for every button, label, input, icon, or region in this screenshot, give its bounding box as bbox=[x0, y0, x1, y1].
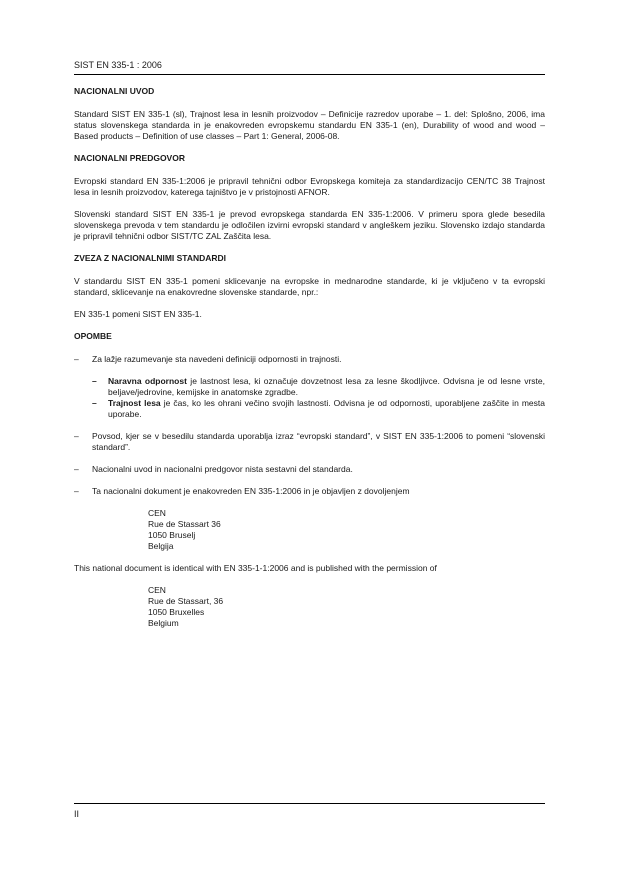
note-item-4 bbox=[74, 486, 545, 497]
address-block-sl bbox=[148, 508, 545, 552]
note-item-1-text: Za lažje razumevanje sta navedeni definiciji odpornosti in trajnosti. bbox=[92, 354, 342, 364]
definition-text: je čas, ko les ohrani večino svojih lastnosti. Odvisna je od odpornosti, uporabljene zaščite in mesta uporabe. bbox=[108, 398, 546, 419]
definition-naravna-odpornost bbox=[74, 376, 545, 398]
definition-term: Trajnost lesa bbox=[108, 398, 161, 408]
note-item-3-text: Nacionalni uvod in nacionalni predgovor nista sestavni del standarda. bbox=[92, 464, 353, 474]
definition-text: je lastnost lesa, ki označuje dovzetnost lesa za lesne škodljivce. Odvisna je od lesne vrste, beljave/jedrovine, kemijske in anatomske zgradbe. bbox=[108, 376, 545, 397]
zveza-paragraph-1: V standardu SIST EN 335-1 pomeni sklicevanje na evropske in mednarodne standarde, ki je vključeno v ta evropski standard, sklicevanje na enakovredne slovenske standarde, npr.: bbox=[74, 276, 545, 297]
address-line: Rue de Stassart 36 bbox=[148, 519, 221, 529]
zveza-paragraph-2: EN 335-1 pomeni SIST EN 335-1. bbox=[74, 309, 202, 319]
dash-bullet: – bbox=[74, 464, 79, 474]
header-rule bbox=[74, 74, 545, 75]
footer-rule bbox=[74, 803, 545, 804]
address-line: Belgija bbox=[148, 541, 174, 551]
note-item-1 bbox=[74, 354, 545, 365]
definitions-list bbox=[74, 376, 545, 420]
uvod-paragraph: Standard SIST EN 335-1 (sl), Trajnost lesa in lesnih proizvodov – Definicije razredov uporabe – 1. del: Splošno, 2006, ima status slovenskega standarda in je enakovreden evropskemu standardu EN 335-1 (en), Durability of wood and wood – Based products – Definition of use classes – Part 1: General, 2006-08. bbox=[74, 109, 545, 141]
page-content bbox=[74, 86, 545, 640]
note-item-2-text: Povsod, kjer se v besedilu standarda uporablja izraz “evropski standard”, v SIST EN 335-1:2006 to pomeni “slovenski standard”. bbox=[92, 431, 545, 452]
address-block-en bbox=[148, 585, 545, 629]
dash-bullet: – bbox=[74, 431, 79, 441]
page-number: II bbox=[74, 809, 80, 819]
heading-opombe: OPOMBE bbox=[74, 331, 112, 341]
dash-bullet: – bbox=[74, 354, 79, 364]
permission-statement-en: This national document is identical with EN 335-1-1:2006 and is published with the permission of bbox=[74, 563, 437, 573]
note-item-3 bbox=[74, 464, 545, 475]
document-id-header: SIST EN 335-1 : 2006 bbox=[74, 60, 162, 70]
predgovor-paragraph-1: Evropski standard EN 335-1:2006 je pripravil tehnični odbor Evropskega komiteja za standardizacijo CEN/TC 38 Trajnost lesa in lesnih proizvodov, katerega tajništvo je v pristojnosti AFNOR. bbox=[74, 176, 545, 197]
address-line: Belgium bbox=[148, 618, 179, 628]
address-line: 1050 Bruxelles bbox=[148, 607, 205, 617]
definition-term: Naravna odpornost bbox=[108, 376, 187, 386]
note-item-2 bbox=[74, 431, 545, 453]
definition-trajnost-lesa bbox=[74, 398, 545, 420]
heading-nacionalni-predgovor: NACIONALNI PREDGOVOR bbox=[74, 153, 185, 163]
dash-bullet: – bbox=[74, 486, 79, 496]
predgovor-paragraph-2: Slovenski standard SIST EN 335-1 je prevod evropskega standarda EN 335-1:2006. V primeru spora glede besedila slovenskega prevoda v tem standardu je odločilen izvirni evropski standard v angleškem jeziku. Slovensko izdajo standarda je pripravil tehnični odbor SIST/TC ZAL Zaščita lesa. bbox=[74, 209, 545, 241]
address-line: CEN bbox=[148, 585, 166, 595]
address-line: CEN bbox=[148, 508, 166, 518]
dash-bullet: – bbox=[92, 376, 97, 386]
address-line: 1050 Bruselj bbox=[148, 530, 196, 540]
heading-nacionalni-uvod: NACIONALNI UVOD bbox=[74, 86, 155, 96]
address-line: Rue de Stassart, 36 bbox=[148, 596, 224, 606]
heading-zveza: ZVEZA Z NACIONALNIMI STANDARDI bbox=[74, 253, 227, 263]
note-item-4-text: Ta nacionalni dokument je enakovreden EN 335-1:2006 in je objavljen z dovoljenjem bbox=[92, 486, 410, 496]
dash-bullet: – bbox=[92, 398, 97, 408]
